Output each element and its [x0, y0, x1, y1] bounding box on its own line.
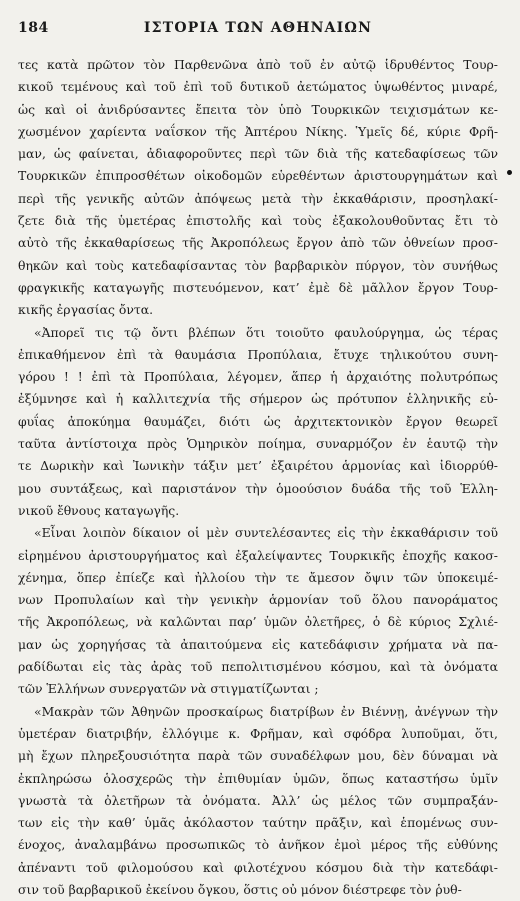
text-line: «Ἀπορεῖ τις τῷ ὄντι βλέπων ὅτι τοιοῦτο φαυλούργημα, ὡς τέρας — [34, 324, 498, 340]
text-line: εἰρημένου ἀριστουργήματος καὶ ἐξαλείψαντες Τουρκικῆς ἐποχῆς κακοσ- — [18, 547, 498, 563]
text-line: μου συντάξεως, καὶ παριστάνον τὴν ὁμοούσιον δυάδα τῆς τοῦ Ἑλλη- — [18, 480, 498, 496]
text-line: νων Προπυλαίων καὶ τὴν γενικὴν ἁρμονίαν τοῦ ὅλου πανοράματος — [18, 592, 498, 608]
text-line: ὡς καὶ οἱ ἀνιδρύσαντες ἔπειτα τὸν ὑπὸ Τουρκικῶν τειχισμάτων κε- — [18, 101, 498, 117]
text-line: περὶ τῆς γενικῆς αὐτῶν ἀπόψεως μετὰ τὴν ἐκκαθάρισιν, προσηλακί- — [18, 190, 498, 206]
page-header — [18, 20, 498, 50]
text-line: τε Δωρικὴν καὶ Ἰωνικὴν τάξιν μετ’ ἐξαιρέτου ἁρμονίας καὶ ἰδιορρύθ- — [18, 458, 498, 474]
text-line: ραδίδωται εἰς τὰς ἀρὰς τοῦ πεπολιτισμένου κόσμου, καὶ τὰ ὀνόματα — [18, 659, 498, 675]
text-line: «Εἶναι λοιπὸν δίκαιον οἱ μὲν συντελέσαντες εἰς τὴν ἐκκαθάρισιν τοῦ — [34, 525, 498, 541]
text-line: νικοῦ ἔθνους καταγωγῆς. — [18, 502, 180, 518]
text-line: γόρου ! ! ἐπὶ τὰ Προπύλαια, λέγομεν, ἅπερ ἡ ἀρχαιότης πολυτρόπως — [18, 369, 498, 385]
text-line: κικοῦ τεμένους καὶ τοῦ ἐπὶ τοῦ δυτικοῦ ἀετώματος ὑψωθέντος μιναρέ, — [18, 79, 498, 95]
text-line: χένημα, ὅπερ ἐπίεζε καὶ ἠλλοίου τὴν τε ἄμεσον ὄψιν τῶν ὑποκειμέ- — [18, 569, 498, 585]
text-line: αὐτὸ τῆς ἐκκαθαρίσεως τῆς Ἀκροπόλεως ἔργον ἀπὸ τῶν ὀθνείων προσ- — [18, 235, 498, 251]
text-line: ἐπικαθήμενον ἐπὶ τὰ θαυμάσια Προπύλαια, ἔτυχε τηλικούτου συνη- — [18, 346, 498, 362]
text-line: τῆς Ἀκροπόλεως, νὰ καλῶνται παρ’ ὑμῶν ὀλετῆρες, ὁ δὲ κύριος Σχλιέ- — [18, 614, 498, 630]
paragraph — [18, 522, 498, 700]
text-line: ἐξύμνησε καὶ ἡ καλλιτεχνία τῆς σήμερον ὡς πρότυπον ἑλληνικῆς εὐ- — [18, 391, 498, 407]
text-line: τες κατὰ πρῶτον τὸν Παρθενῶνα ἀπὸ τοῦ ἐν αὐτῷ ἱδρυθέντος Τουρ- — [18, 57, 498, 72]
page-number: 184 — [18, 20, 49, 36]
body-text — [18, 54, 498, 901]
margin-dot-mark — [507, 170, 512, 175]
text-line: ζετε διὰ τῆς ὑμετέρας ἐπιστολῆς καὶ τοὺς ἐξακολουθοῦντας ἔτι τὸ — [18, 213, 498, 229]
text-line: φυΐας ἀποκύημα θαυμάζει, διότι ὡς ἀρχιτεκτονικὸν ἔργον θεωρεῖ — [18, 413, 498, 429]
text-line: ένοχος, ἀναλαμβάνω προσωπικῶς τὸ ἀνῆκον ἐμοὶ μέρος τῆς εὐθύνης — [18, 837, 498, 853]
text-line: μαν ὡς χορηγήσας τὰ ἀπαιτούμενα εἰς κατεδάφισιν χρήματα νὰ πα- — [18, 636, 498, 652]
paragraph — [18, 322, 498, 523]
text-line: Τουρκικῶν ἐπιπροσθέτων οἰκοδομῶν εὑρεθέντων ἀριστουργημάτων καὶ — [18, 168, 498, 184]
text-line: μαν, ὡς φαίνεται, ἀδιαφοροῦντες περὶ τῶν διὰ τῆς κατεδαφίσεως τῶν — [18, 146, 498, 162]
text-line: «Μακρὰν τῶν Ἀθηνῶν προσκαίρως διατρίβων ἐν Βιέννῃ, ἀνέγνων τὴν — [34, 703, 498, 719]
text-line: θηκῶν καὶ τοὺς κατεδαφίσαντας τὸν βαρβαρικὸν πύργον, τὸν συνήθως — [18, 257, 498, 273]
text-line: ταῦτα ἀντίστοιχα πρὸς Ὁμηρικὸν ποίημα, συναρμόζον ἐν ἑαυτῷ τὴν — [18, 436, 498, 452]
text-line: ἐκπληρώσω ὁλοσχερῶς τὴν ἐπιθυμίαν ὑμῶν, ὅπως καταστήσω ὑμῖν — [18, 770, 498, 786]
running-title: ΙΣΤΟΡΙΑ ΤΩΝ ΑΘΗΝΑΙΩΝ — [143, 20, 373, 36]
paragraph — [18, 701, 498, 901]
text-line: των εἰς τὴν καθ’ ὑμᾶς ἀκόλαστον ταύτην πρᾶξιν, καὶ ἑπομένως συν- — [18, 815, 498, 831]
text-line: σιν τοῦ βαρβαρικοῦ ἐκείνου ὄγκου, ὅστις οὐ μόνον διέστρεφε τὸν ῥυθ- — [18, 881, 462, 897]
text-line: μὴ ἔχων πληρεξουσιότητα παρὰ τῶν συναδέλφων μου, δὲν δύναμαι νὰ — [18, 748, 498, 764]
text-line: ἀπέναντι τοῦ φιλομούσου καὶ φιλοτέχνου κόσμου διὰ τὴν κατεδάφι- — [18, 859, 498, 875]
text-line: ὑμετέραν διατριβήν, ἐλλόγιμε κ. Φρῆμαν, καὶ σφόδρα λυποῦμαι, ὅτι, — [18, 725, 498, 741]
text-line: τῶν Ἑλλήνων συνεργατῶν νὰ στιγματίζωνται ; — [18, 681, 319, 697]
text-line: γνωστὰ τὰ ὀλετῆρων τὰ ὀνόματα. Ἀλλ’ ὡς μέλος τῶν συμπραξάν- — [18, 792, 498, 808]
paragraph — [18, 54, 498, 322]
text-line: φραγκικῆς καταγωγῆς πιστευόμενον, κατ’ ἐμὲ δὲ μᾶλλον ἔργον Τουρ- — [18, 279, 498, 295]
text-line: χωσμένον χαρίεντα ναΐσκον τῆς Ἀπτέρου Νίκης. Ὑμεῖς δέ, κύριε Φρῆ- — [18, 123, 498, 139]
text-line: κικῆς ἐργασίας ὄντα. — [18, 302, 154, 318]
